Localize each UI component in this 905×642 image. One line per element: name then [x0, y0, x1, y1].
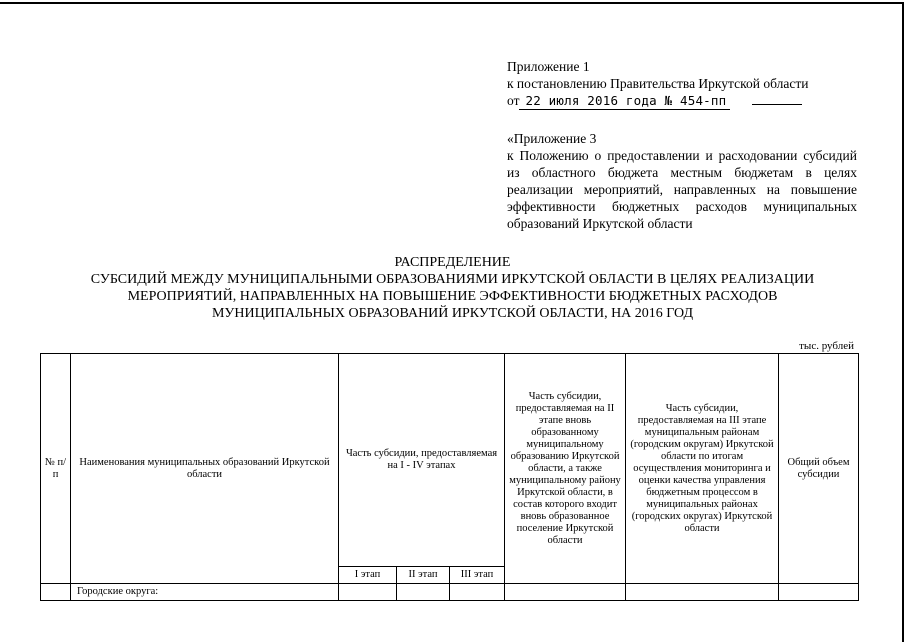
row-num	[41, 584, 71, 601]
subheader-stage-1: I этап	[339, 567, 397, 584]
row-total	[779, 584, 859, 601]
distribution-table	[40, 353, 859, 601]
appendix-1-title: Приложение 1	[507, 59, 590, 74]
header-stage-ii-new: Часть субсидии, предоставляемая на II этапе вновь образованному муниципальному образованию Иркутской области, а также муниципальному району Иркутской области, в состав которого входит вновь образованное поселение Иркутской области	[505, 354, 626, 584]
row-stage-1	[339, 584, 397, 601]
header-total: Общий объем субсидии	[779, 354, 859, 584]
units-label: тыс. рублей	[799, 340, 854, 352]
title-line-1: РАСПРЕДЕЛЕНИЕ	[394, 255, 511, 270]
row-stage-3	[450, 584, 505, 601]
header-stages-i-iv: Часть субсидии, предоставляемая на I - IV этапах	[339, 354, 505, 567]
table-header-row	[41, 354, 859, 567]
handwritten-date: 22 июля 2016 года № 454-пп	[519, 92, 730, 110]
subheader-stage-3: III этап	[450, 567, 505, 584]
row-stage-ii-new	[505, 584, 626, 601]
appendix-3-title: «Приложение 3	[507, 131, 597, 146]
appendix-3-text: к Положению о предоставлении и расходовании субсидий из областного бюджета местным бюджетам в целях реализации мероприятий, направленных на повышение эффективности бюджетных расходов муниципальных образований Иркутской области	[507, 148, 857, 231]
date-prefix: от	[507, 93, 520, 108]
table-row	[41, 584, 859, 601]
appendix-1-header	[507, 58, 867, 110]
subheader-stage-2: II этап	[397, 567, 450, 584]
page-border-top	[0, 2, 903, 4]
document-title	[40, 254, 865, 322]
title-line-3: МЕРОПРИЯТИЙ, НАПРАВЛЕННЫХ НА ПОВЫШЕНИЕ ЭФФЕКТИВНОСТИ БЮДЖЕТНЫХ РАСХОДОВ	[127, 289, 778, 304]
appendix-1-date-line	[507, 92, 867, 110]
blank-underline	[752, 103, 802, 105]
header-num: № п/п	[41, 354, 71, 584]
title-line-2: СУБСИДИЙ МЕЖДУ МУНИЦИПАЛЬНЫМИ ОБРАЗОВАНИЯМИ ИРКУТСКОЙ ОБЛАСТИ В ЦЕЛЯХ РЕАЛИЗАЦИИ	[90, 272, 815, 287]
row-stage-iii	[626, 584, 779, 601]
page-border-right	[902, 2, 904, 642]
header-name: Наименования муниципальных образований Иркутской области	[71, 354, 339, 584]
appendix-3-header	[507, 130, 857, 232]
row-stage-2	[397, 584, 450, 601]
appendix-1-resolution: к постановлению Правительства Иркутской области	[507, 76, 809, 91]
title-line-4: МУНИЦИПАЛЬНЫХ ОБРАЗОВАНИЙ ИРКУТСКОЙ ОБЛАСТИ, НА 2016 ГОД	[211, 306, 694, 321]
row-name: Городские округа:	[71, 584, 339, 601]
header-stage-iii: Часть субсидии, предоставляемая на III этапе муниципальным районам (городским округам) Иркутской области по итогам осуществления мониторинга и оценки качества управления бюджетным процессом в муниципальных районах (городских округах) Иркутской области	[626, 354, 779, 584]
